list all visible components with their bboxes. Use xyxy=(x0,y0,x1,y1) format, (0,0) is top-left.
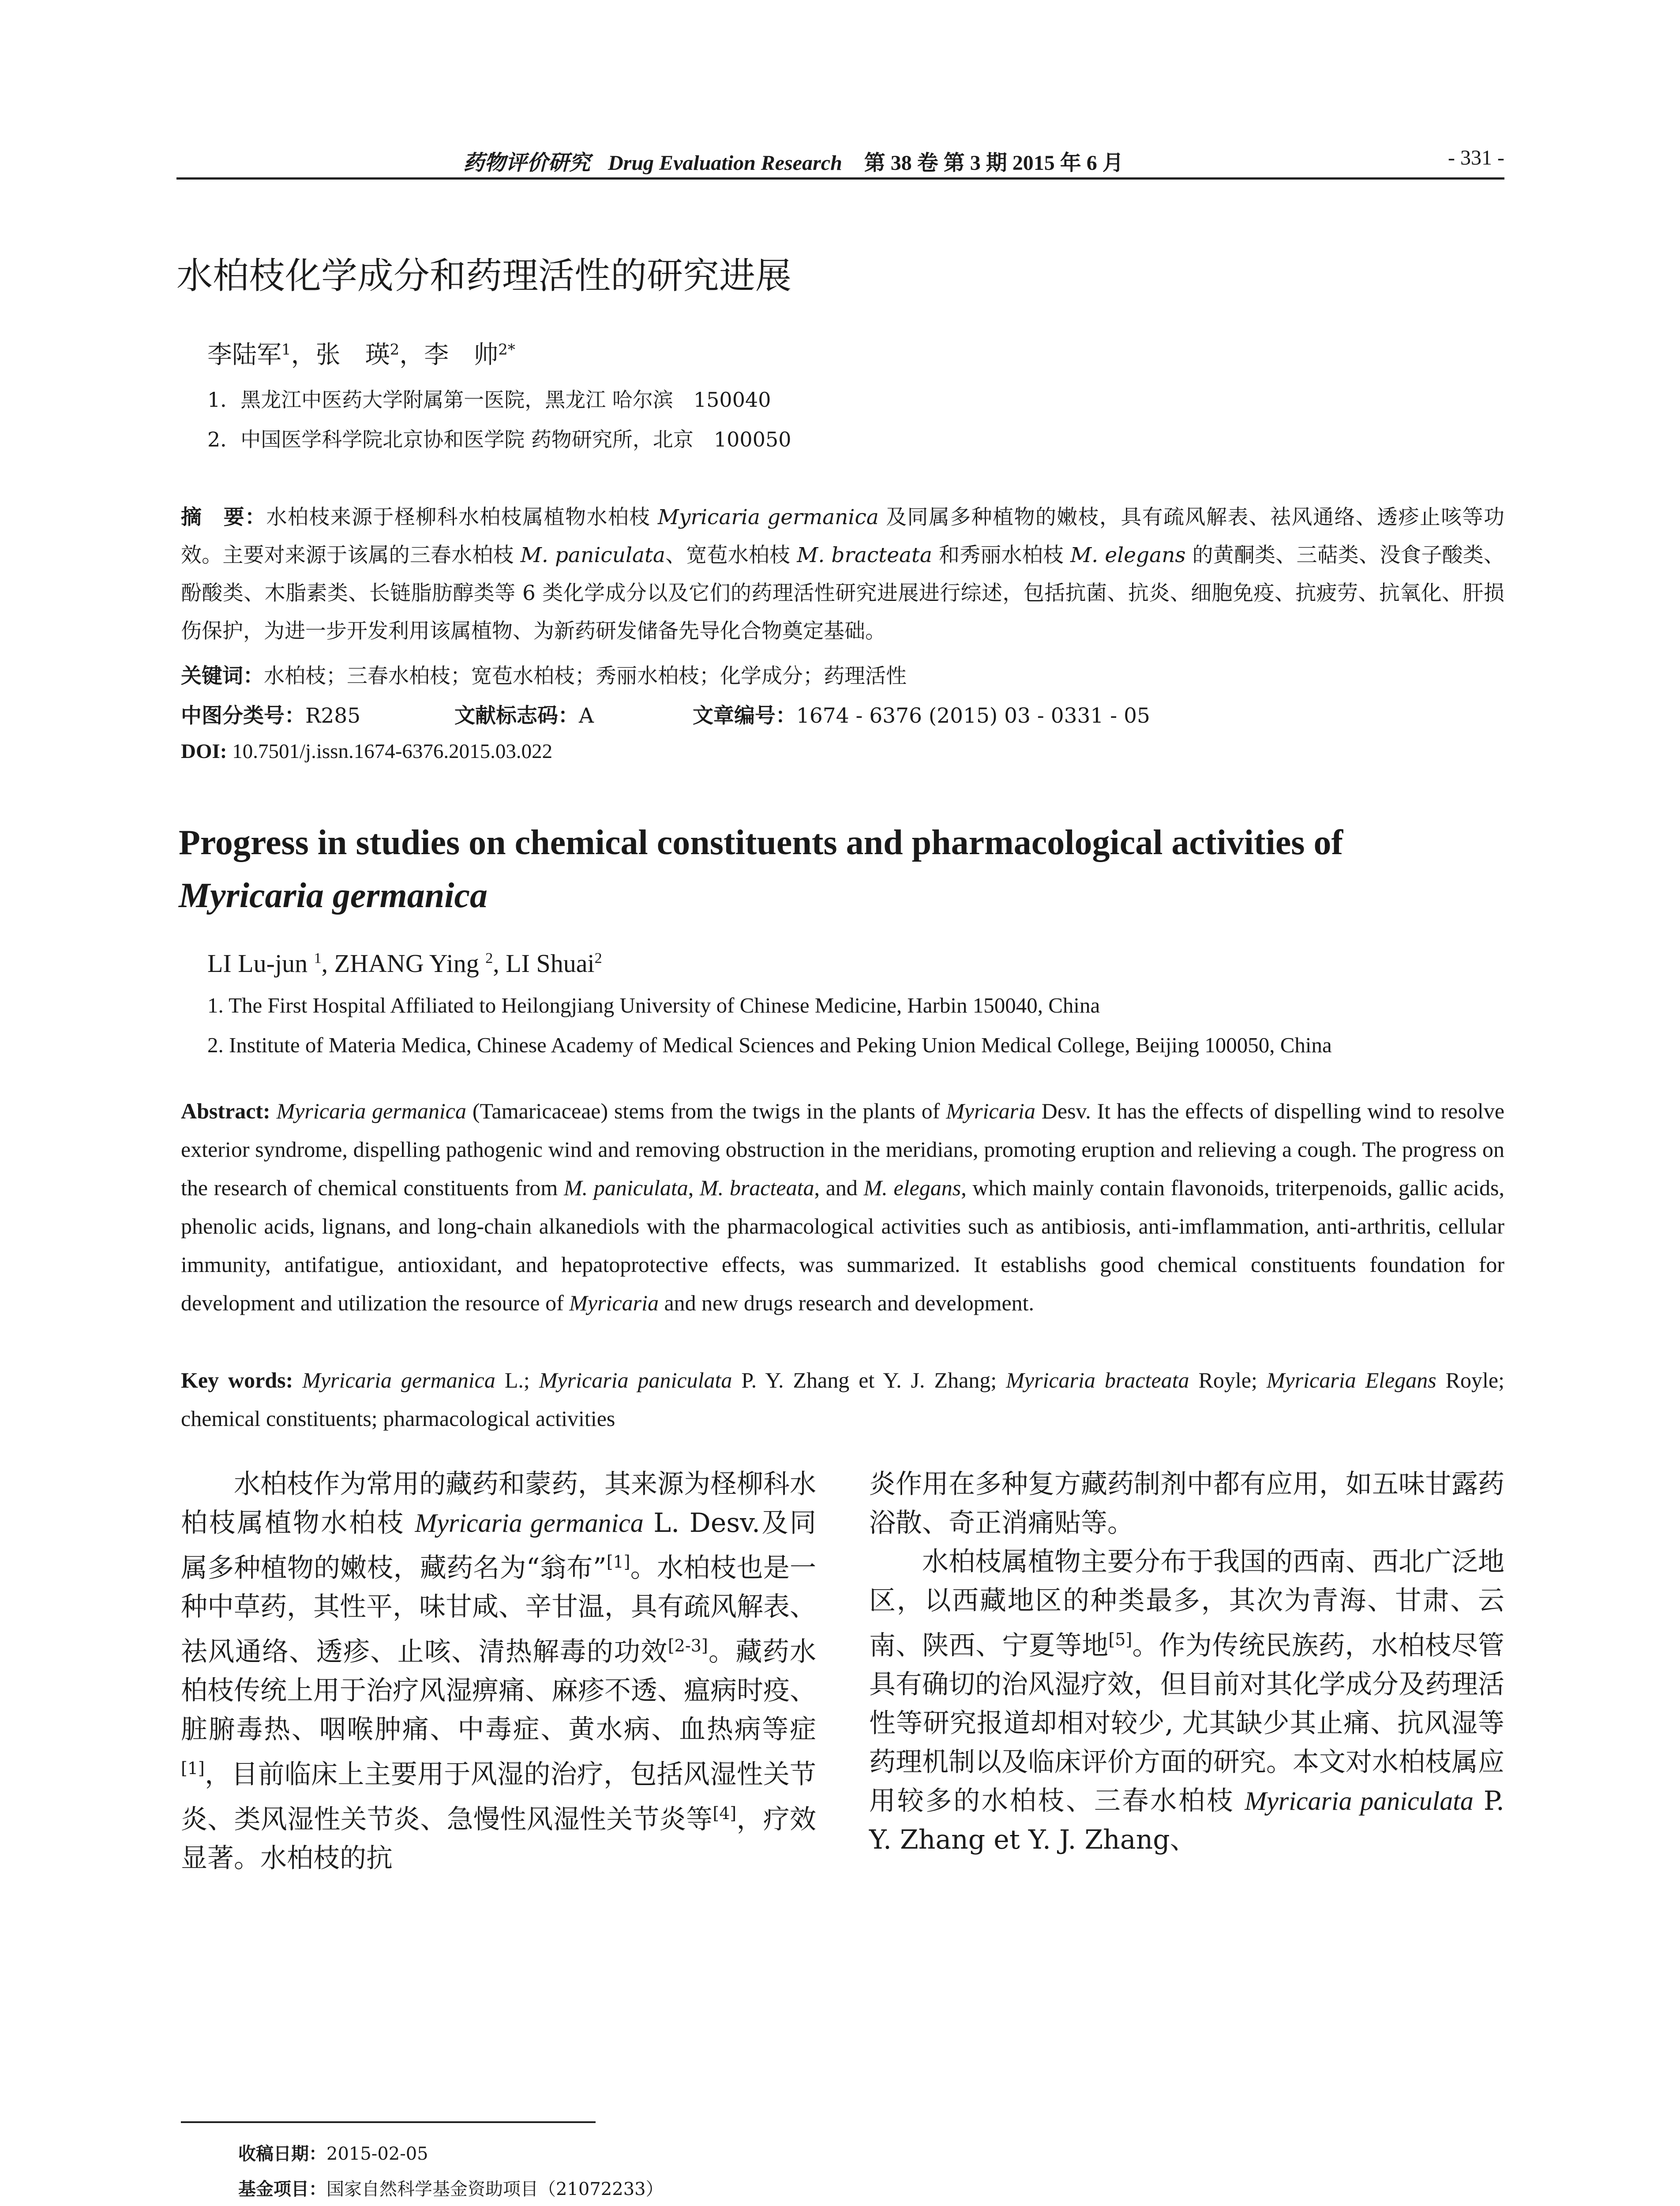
citation-ref[interactable]: [5] xyxy=(1108,1630,1132,1649)
species-name: Myricaria xyxy=(569,1291,659,1315)
english-affiliation-1: 1. The First Hospital Affiliated to Heilongjiang University of Chinese Medicine, Harbin 150040, China xyxy=(207,993,1100,1017)
abstract-text: Desv. It has the effects of dispelling wind to resolve exterior syndrome, dispelling pathogenic wind and removing obstruction in the meridians, promoting eruption and relieving a cough. The progress on the research of chemical constituents from xyxy=(181,1099,1505,1200)
footnote-label: 基金项目： xyxy=(238,2179,326,2199)
body-text: 。作为传统民族药，水柏枝尽管具有确切的治风湿疗效，但目前对其化学成分及药理活性等研究报道却相对较少, 尤其缺少其止痛、抗风湿等药理机制以及临床评价方面的研究。本文对水柏枝属应用较多的水柏枝、三春水柏枝 xyxy=(869,1630,1505,1816)
journal-logo: 药物评价研究 xyxy=(463,150,591,175)
author-affiliation-mark: 1 xyxy=(314,950,322,967)
species-name: M. paniculata xyxy=(520,543,665,567)
species-name: Myricaria paniculata xyxy=(1245,1786,1474,1816)
chinese-title: 水柏枝化学成分和药理活性的研究进展 xyxy=(176,255,792,297)
clc-label: 中图分类号： xyxy=(181,704,305,728)
abstract-text: , xyxy=(688,1175,700,1200)
species-name: Myricaria germanica xyxy=(657,505,879,529)
abstract-text: 和秀丽水柏枝 xyxy=(932,543,1071,567)
keywords-label: 关键词： xyxy=(181,664,264,688)
abstract-text: (Tamaricaceae) stems from the twigs in the plants of xyxy=(466,1099,946,1123)
author-name: 张 瑛 xyxy=(315,341,390,369)
journal-name-en: Drug Evaluation Research xyxy=(608,151,842,175)
body-column-right xyxy=(869,1465,1504,1859)
body-paragraph xyxy=(869,1542,1504,1859)
chinese-abstract xyxy=(181,499,1504,650)
species-name: Myricaria Elegans xyxy=(1266,1368,1436,1392)
chinese-authors: 李陆军$^1$，张 瑛$^2$，李 帅$^{2*}$ xyxy=(207,341,515,369)
abstract-text: 、宽苞水柏枝 xyxy=(665,543,797,567)
keywords-text: Royle; chemical constituents; pharmacological activities xyxy=(181,1368,1505,1431)
author-affiliation-mark: 2 xyxy=(485,950,493,967)
english-authors: LI Lu-jun $^1$, ZHANG Ying $^2$, LI Shuai$^2$ xyxy=(207,949,602,978)
english-title-species: Myricaria germanica xyxy=(179,876,488,915)
keywords-text: Royle; xyxy=(1189,1368,1267,1392)
species-name: Myricaria xyxy=(946,1099,1035,1123)
author-name: 李陆军 xyxy=(207,341,281,369)
keywords-text: 水柏枝；三春水柏枝；宽苞水柏枝；秀丽水柏枝；化学成分；药理活性 xyxy=(264,664,907,688)
body-text: ，疗效显著。水柏枝的抗 xyxy=(181,1804,817,1874)
species-name: Myricaria germanica xyxy=(276,1099,466,1123)
body-text: 水柏枝作为常用的藏药和蒙药，其来源为柽柳科水柏枝属植物水柏枝 xyxy=(181,1469,816,1538)
clc-value: R285 xyxy=(305,704,361,728)
species-name: M. elegans xyxy=(863,1175,961,1200)
footnote-received xyxy=(238,2140,428,2165)
footnote-label: 收稿日期： xyxy=(238,2144,326,2164)
footnote-text: 2015-02-05 xyxy=(326,2144,428,2164)
species-name: Myricaria germanica xyxy=(302,1368,495,1392)
abstract-label: Abstract: xyxy=(181,1099,270,1123)
abstract-text: , and xyxy=(814,1175,864,1200)
author-affiliation-mark: 2 xyxy=(594,950,602,967)
doc-code-label: 文献标志码： xyxy=(454,704,579,728)
body-column-left xyxy=(181,1465,816,1878)
article-number-label: 文章编号： xyxy=(693,704,796,728)
abstract-text: 的黄酮类、三萜类、没食子酸类、酚酸类、木脂素类、长链脂肪醇类等 6 类化学成分以及它们的药理活性研究进展进行综述，包括抗菌、抗炎、细胞免疫、抗疲劳、抗氧化、肝损伤保护，为进一步开发利用该属植物、为新药研发储备先导化合物奠定基础。 xyxy=(181,543,1504,643)
english-abstract xyxy=(181,1092,1504,1322)
species-name: M. paniculata xyxy=(564,1175,688,1200)
author-affiliation-mark: 2 xyxy=(390,341,400,359)
author-name: ZHANG Ying xyxy=(334,949,486,978)
footnote-text: 国家自然科学基金资助项目（21072233） xyxy=(326,2179,664,2199)
citation-ref[interactable]: [2-3] xyxy=(668,1636,708,1655)
abstract-text: and new drugs research and development. xyxy=(658,1291,1035,1315)
english-affiliation-2: 2. Institute of Materia Medica, Chinese Academy of Medical Sciences and Peking Union Medical College, Beijing 100050, China xyxy=(207,1033,1332,1057)
english-title-text: Progress in studies on chemical constituents and pharmacological activities of xyxy=(179,823,1343,862)
author-name: 李 帅 xyxy=(424,341,499,369)
keywords-text: L.; xyxy=(495,1368,539,1392)
species-name: Myricaria bracteata xyxy=(1006,1368,1189,1392)
keywords-label: Key words: xyxy=(181,1368,293,1392)
chinese-affiliation-2: 2．中国医学科学院北京协和医学院 药物研究所，北京 100050 xyxy=(207,428,791,451)
abstract-text: 水柏枝来源于柽柳科水柏枝属植物水柏枝 xyxy=(266,505,658,529)
body-paragraph xyxy=(181,1465,816,1878)
body-text: 。藏药水柏枝传统上用于治疗风湿痹痛、麻疹不透、瘟病时疫、脏腑毒热、咽喉肿痛、中毒症、黄水病、血热病等症 xyxy=(181,1636,817,1745)
species-name: Myricaria paniculata xyxy=(539,1368,732,1392)
citation-ref[interactable]: [4] xyxy=(712,1804,737,1823)
footnote-rule xyxy=(181,2121,596,2123)
doc-code-value: A xyxy=(579,704,594,728)
page-number: - 331 - xyxy=(1448,146,1504,169)
body-text: 。水柏枝也是一种中草药，其性平，味甘咸、辛甘温，具有疏风解表、祛风通络、透疹、止咳、清热解毒的功效 xyxy=(181,1553,816,1667)
issue-info: 第 38 卷 第 3 期 2015 年 6 月 xyxy=(864,151,1124,175)
english-keywords xyxy=(181,1361,1504,1438)
running-header xyxy=(176,140,1504,176)
classification-row xyxy=(181,697,1504,735)
citation-ref[interactable]: [1] xyxy=(606,1552,630,1572)
article-number-value: 1674 - 6376 (2015) 03 - 0331 - 05 xyxy=(796,704,1150,728)
author-name: LI Shuai xyxy=(506,949,595,978)
species-name: M. bracteata xyxy=(797,543,932,567)
author-name: LI Lu-jun xyxy=(207,949,314,978)
species-name: M. elegans xyxy=(1070,543,1186,567)
journal-info xyxy=(463,146,1124,176)
author-affiliation-mark: 2* xyxy=(498,341,515,359)
chinese-keywords xyxy=(181,657,1504,695)
species-name: M. bracteata xyxy=(699,1175,814,1200)
body-text: L. Desv.及同属多种植物的嫩枝，藏药名为“翁布” xyxy=(181,1508,816,1583)
body-paragraph: 炎作用在多种复方藏药制剂中都有应用，如五味甘露药浴散、奇正消痛贴等。 xyxy=(869,1469,1504,1538)
chinese-affiliation-1: 1．黑龙江中医药大学附属第一医院，黑龙江 哈尔滨 150040 xyxy=(207,388,771,412)
citation-ref[interactable]: [1] xyxy=(181,1759,205,1778)
english-title xyxy=(179,816,1524,922)
abstract-label: 摘 要： xyxy=(181,505,266,529)
header-rule xyxy=(176,177,1504,180)
doi-label: DOI: xyxy=(181,740,227,763)
abstract-text: , which mainly contain flavonoids, triterpenoids, gallic acids, phenolic acids, lignans, and long-chain alkanediols with the pharmacological activities such as antibiosis, anti-imflammation, anti-arthritis, cellular immunity, antifatigue, antioxidant, and hepatoprotective effects, was summarized. It establishs good chemical constituents foundation for development and utilization the resource of xyxy=(181,1175,1505,1315)
doi-value[interactable]: 10.7501/j.issn.1674-6376.2015.03.022 xyxy=(227,740,553,763)
author-affiliation-mark: 1 xyxy=(281,341,291,359)
body-text: 水柏枝属植物主要分布于我国的西南、西北广泛地区，以西藏地区的种类最多，其次为青海、甘肃、云南、陕西、宁夏等地 xyxy=(869,1546,1504,1661)
footnote-funding xyxy=(238,2175,664,2200)
abstract-text: 及同属多种植物的嫩枝，具有疏风解表、祛风通络、透疹止咳等功效。主要对来源于该属的三春水柏枝 xyxy=(181,505,1504,567)
doi xyxy=(181,739,552,763)
keywords-text: P. Y. Zhang et Y. J. Zhang; xyxy=(732,1368,1006,1392)
species-name: Myricaria germanica xyxy=(415,1508,644,1538)
body-text: P. Y. Zhang et Y. J. Zhang、 xyxy=(869,1786,1505,1855)
body-text: ，目前临床上主要用于风湿的治疗，包括风湿性关节炎、类风湿性关节炎、急慢性风湿性关节炎等 xyxy=(181,1759,816,1835)
